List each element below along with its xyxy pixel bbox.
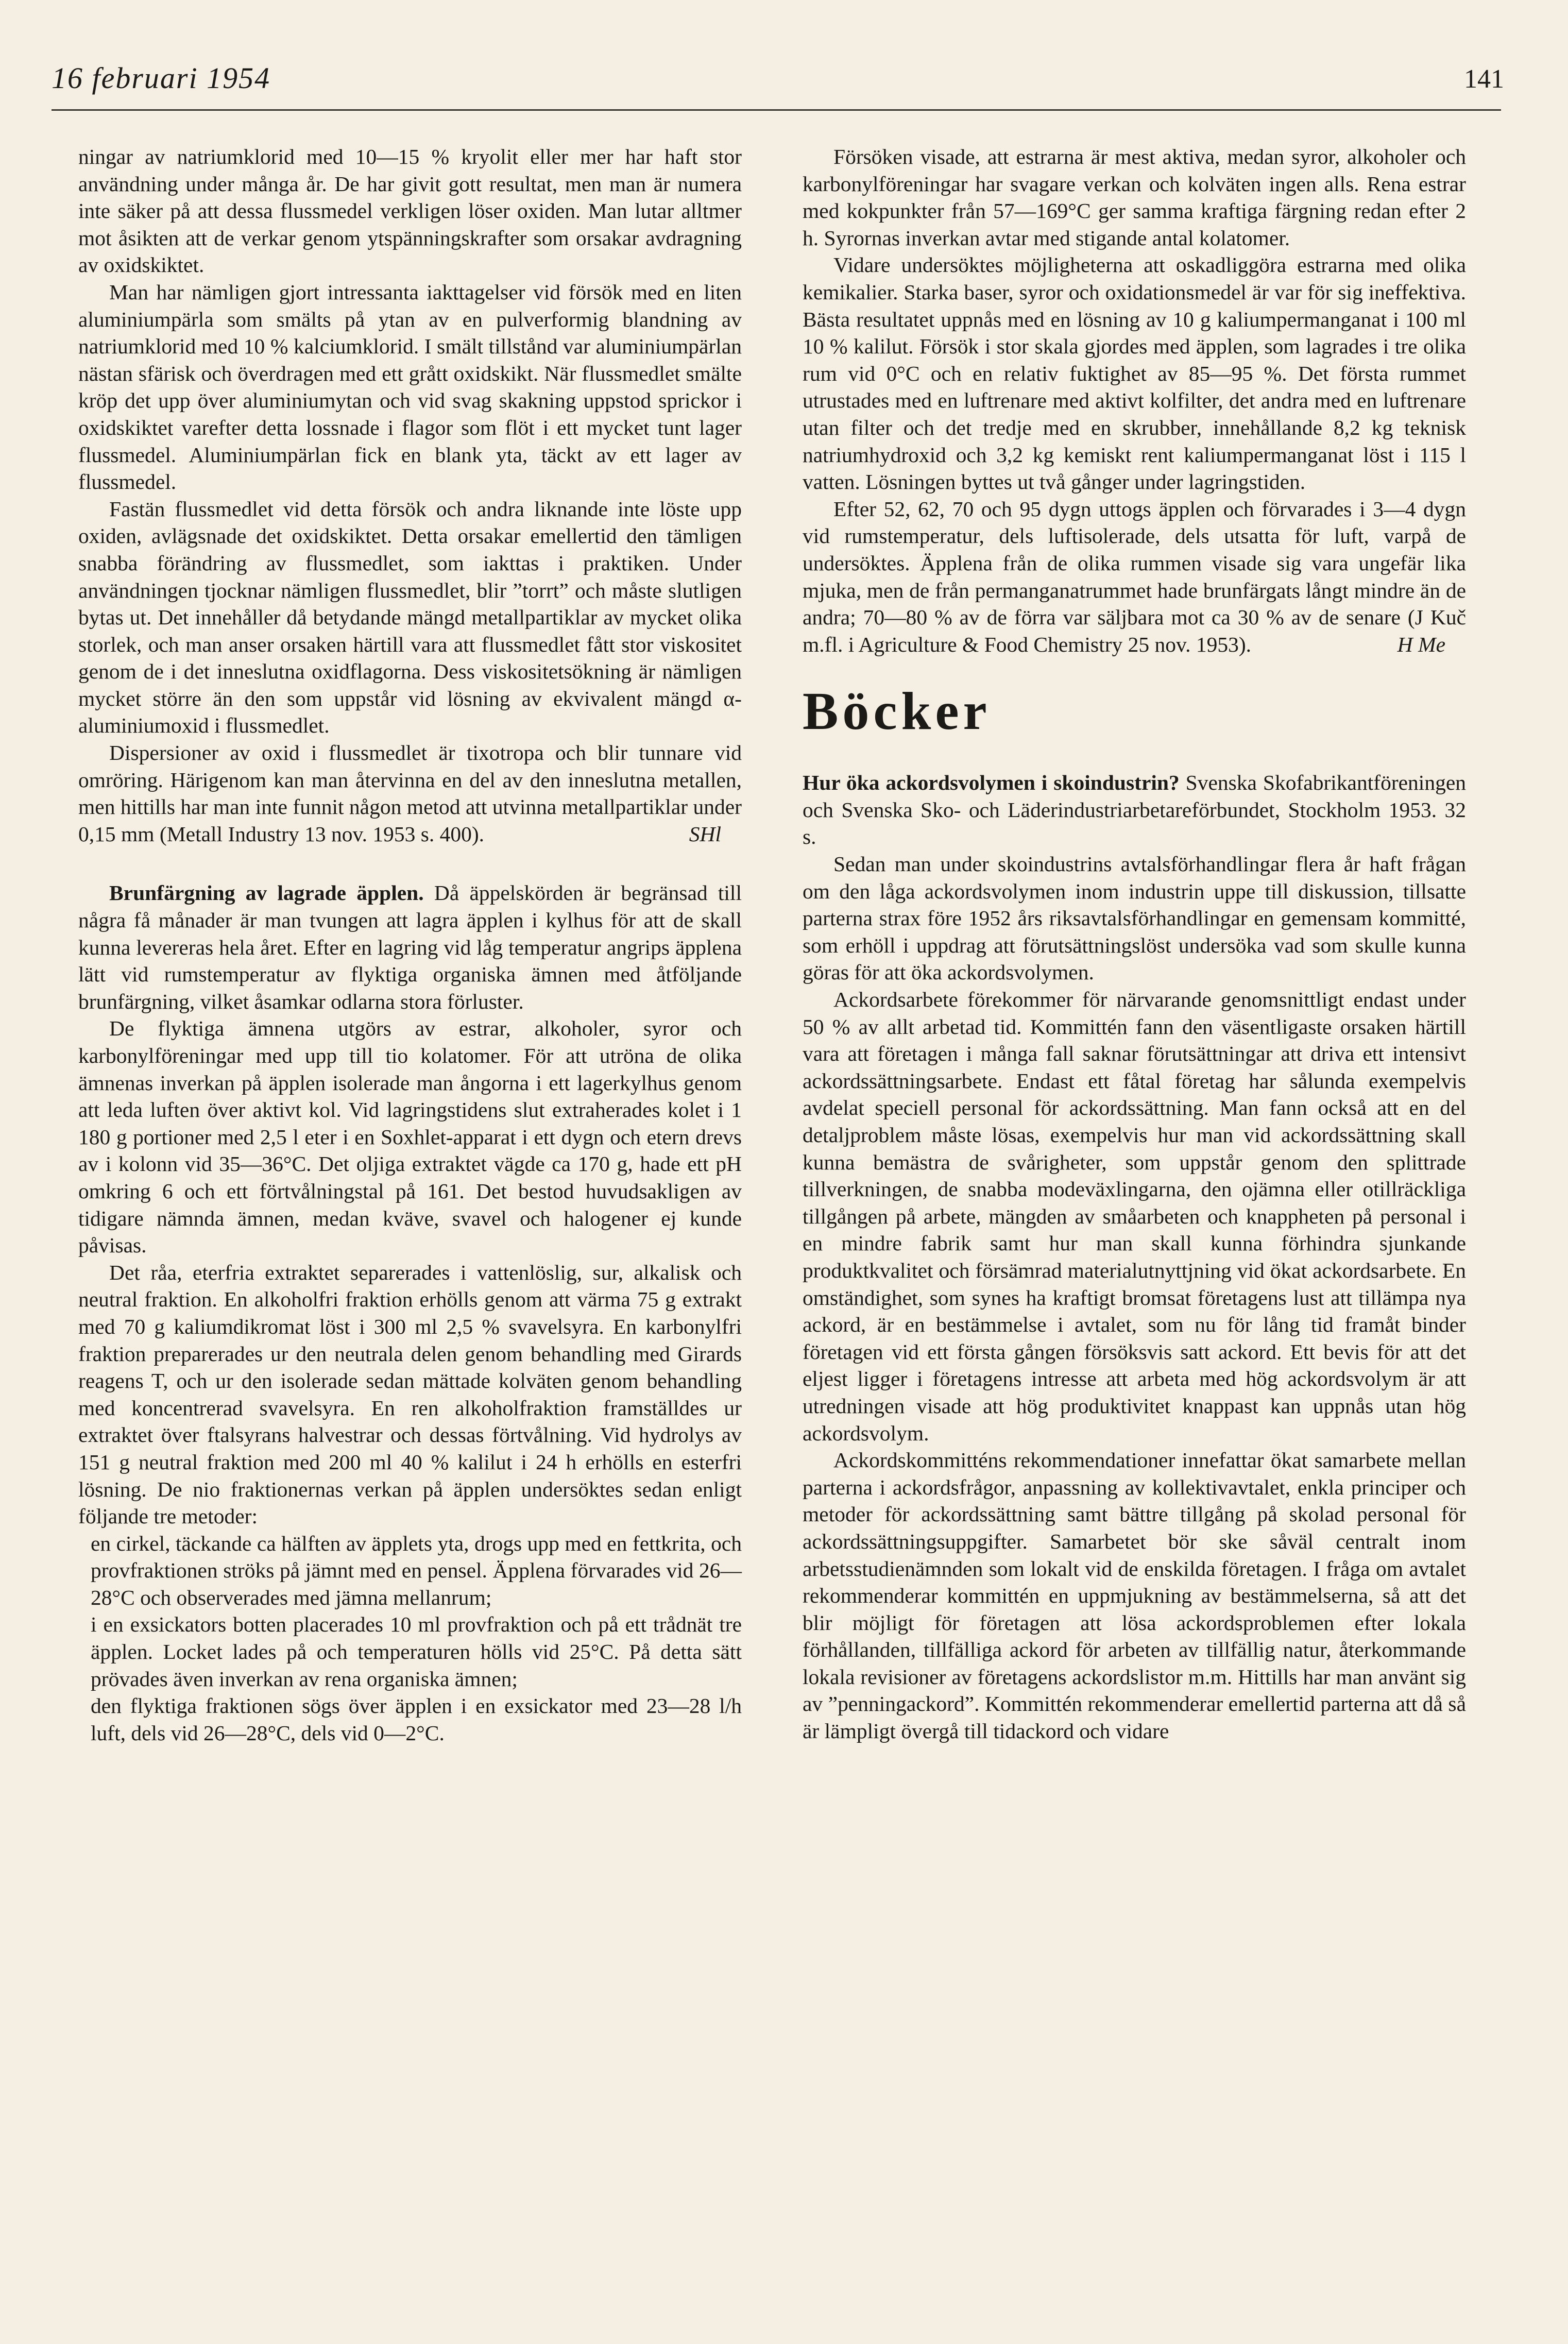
paragraph-volatile-substances: De flyktiga ämnena utgörs av estrar, alkoholer, syror och karbonylföreningar med upp till tio kolatomer. För att utröna de olika ämnenas inverkan på äpplen isolerade man ångorna i ett lagerkylhus genom att leda luften över aktivt kol. Vid lagringstidens slut extraherades kolet i 1 180 g portioner med 2,5 l eter i en Soxhlet-apparat i ett dygn och etern drevs av i kolonn vid 35—36°C. Det oljiga extraktet vägde ca 170 g, hade ett pH omkring 6 och ett förtvålningstal på 161. Det bestod huvudsakligen av tidigare nämnda ämnen, medan kväve, svavel och halogener ej kunde påvisas. [78, 1016, 742, 1258]
left-column [78, 143, 742, 1746]
paragraph-flux-continued: ningar av natriumklorid med 10—15 % kryolit eller mer har haft stor användning under många år. De har givit gott resultat, men man är numera inte säker på att dessa flussmedel verkligen löser oxiden. Man lutar alltmer mot åsikten att de verkar genom ytspänningskrafter som orsakar avdragning av oxidskiktet. [78, 145, 742, 277]
book-title: Hur öka ackordsvolymen i skoindustrin? [803, 771, 1180, 795]
right-column [803, 143, 1466, 1745]
method-item: den flyktiga fraktionen sögs över äpplen i en exsickator med 23—28 l/h luft, dels vid 26—28°C, dels vid 0—2°C. [91, 1694, 742, 1745]
running-header-date: 16 februari 1954 [52, 61, 271, 95]
paragraph-piecework: Ackordsarbete förekommer för närvarande genomsnittligt endast under 50 % av allt arbetad tid. Kommittén fann den väsentligaste orsaken härtill vara att företagen i många fall saknar förutsättningar att driva ett intensivt ackordssättningsarbete. Endast ett fåtal företag har sålunda exempelvis avdelat speciell personal för ackordssättning. Man fann också att en del detaljproblem måste lösas, exempelvis hur man vid ackordssättning skall kunna bemästra de svårigheter, som uppstår genom den splittrade tillverkningen, de snabba modeväxlingarna, den ojämna eller otillräckliga tillgången på arbete, mängden av småarbeten och knappheten på personal i en mindre fabrik samt hur man skall kunna förhindra sjunkande produktkvalitet och försämrad materialutnyttjning vid ökat ackordsarbete. En omständighet, som synes ha kraftigt bromsat företagens lust att tillämpa nya ackord, är en bestämmelse i avtalet, som nu för lång tid framåt binder företagen vid ett första gången försöksvis satt ackord. Ett bevis för att det eljest ligger i företagens intresse att arbeta med hög ackordsvolym är att utredningen visade att hög produktivitet knappast kan uppnås utan hög ackordsvolym. [803, 988, 1466, 1445]
section-title: Böcker [803, 682, 991, 741]
header-rule [52, 109, 1501, 111]
paragraph-chemicals: Vidare undersöktes möjligheterna att oskadliggöra estrarna med olika kemikalier. Starka baser, syror och oxidationsmedel är var för sig ineffektiva. Bästa resultatet uppnås med en lösning av 10 g kaliumpermanganat i 100 ml 10 % kalilut. Försök i stor skala gjordes med äpplen, som lagrades i tre olika rum vid 0°C och en relativ fuktighet av 85—95 %. Det första rummet utrustades med en luftrenare med aktivt kolfilter, det andra med en luftrenare utan filter och det tredje med en skrubber, innehållande 8,2 kg teknisk natriumhydroxid och 3,2 kg kemiskt rent kaliumpermanganat löst i 115 l vatten. Lösningen byttes ut två gånger under lagringstiden. [803, 253, 1466, 494]
paragraph-dispersions [78, 739, 742, 847]
paragraph-committee: Sedan man under skoindustrins avtalsförhandlingar flera år haft frågan om den låga ackordsvolymen inom industrin uppe till diskussion, tillsatte parterna strax före 1952 års riksavtalsförhandlingar en gemensam kommitté, som erhöll i uppdrag att förutsättningslöst undersöka vad som skulle kunna göras för att öka ackordsvolymen. [803, 852, 1466, 984]
paragraph-aluminium-bead: Man har nämligen gjort intressanta iakttagelser vid försök med en liten aluminiumpärla som smälts på ytan av en pulverformig blandning av natriumklorid med 10 % kalciumklorid. I smält tillstånd var aluminiumpärlan nästan sfärisk och överdragen med ett grått oxidskikt. När flussmedlet smälte kröp det upp över aluminiumytan och vid svag skakning uppstod sprickor i oxidskiktet varefter detta lossnade i flagor som flöt i ett mycket tunt lager flussmedel. Aluminiumpärlan fick en blank yta, täckt av ett lager av flussmedel. [78, 280, 742, 494]
paragraph-results: Försöken visade, att estrarna är mest aktiva, medan syror, alkoholer och karbonylföreningar har svagare verkan och kolväten ingen alls. Rena estrar med kokpunkter från 57—169°C ger samma kraftiga färgning redan efter 2 h. Syrornas inverkan avtar med stigande antal kolatomer. [803, 145, 1466, 250]
article-heading: Brunfärgning av lagrade äpplen. [109, 881, 424, 905]
article-intro-text: Då äppelskörden är begränsad till några få månader är man tvungen att lagra äpplen i kylhus för att de skall kunna levereras hela året. Efter en lagring vid låg temperatur angrips äpplena lätt vid rumstemperatur av flyktiga organiska ämnen med åtföljande brunfärgning, vilket åsamkar odlarna stora förluster. [78, 881, 742, 1013]
page-number: 141 [1464, 64, 1504, 94]
paragraph-dispersions-text: Dispersioner av oxid i flussmedlet är tixotropa och blir tunnare vid omröring. Härigenom kan man återvinna en del av den inneslutna metallen, men hittills har man inte funnit någon metod att utvinna metallpartiklar under 0,15 mm (Metall Industry 13 nov. 1953 s. 400). [78, 741, 742, 846]
method-item: i en exsickators botten placerades 10 ml provfraktion och på ett trådnät tre äpplen. Locket lades på och temperaturen hölls vid 25°C. På detta sätt prövades även inverkan av rena organiska ämnen; [91, 1612, 742, 1691]
book-reference [803, 769, 1466, 851]
paragraph-storage-test-text: Efter 52, 62, 70 och 95 dygn uttogs äpplen och förvarades i 3—4 dygn vid rumstemperatur, dels luftisolerade, dels utsatta för luft, varpå de undersöktes. Äpplena från de olika rummen visade sig vara ungefär lika mjuka, men de från permanganatrummet hade brunfärgats långt mindre än de andra; 70—80 % av de förra var säljbara mot ca 30 % av de senare (J Kuč m.fl. i Agriculture & Food Chemistry 25 nov. 1953). [803, 497, 1466, 656]
author-signature: SHl [689, 822, 721, 846]
method-item: en cirkel, täckande ca hälften av äpplets yta, drogs upp med en fettkrita, och provfraktionen ströks på jämnt med en pensel. Äpplena förvarades vid 26—28°C och observerades med jämna mellanrum; [91, 1531, 742, 1609]
paragraph-flux-viscosity: Fastän flussmedlet vid detta försök och andra liknande inte löste upp oxiden, avlägsnade det oxidskiktet. Detta orsakar emellertid den tämligen snabba förändring av flussmedlet, som iakttas i praktiken. Under användningen tjocknar nämligen flussmedlet, blir ”torrt” och måste slutligen bytas ut. Det innehåller då betydande mängd metallpartiklar av mycket olika storlek, och man anser orsaken härtill vara att flussmedlet fått stor viskositet genom de i det inneslutna oxidflagorna. Dess viskositetsökning är nämligen mycket större än den som uppstår vid lösning av ekvivalent mängd α-aluminiumoxid i flussmedlet. [78, 497, 742, 738]
paragraph-storage-test [803, 496, 1466, 658]
paragraph-recommendations: Ackordskommitténs rekommendationer innefattar ökat samarbete mellan parterna i ackordsfrågor, anpassning av kollektivavtalet, enkla principer och metoder för ackordssättning samt bättre tillgång på skolad personal för ackordssättningsuppgifter. Samarbetet bör ske såväl centralt inom arbetsstudienämnden som lokalt vid de enskilda företagen. I fråga om avtalet rekommenderar kommittén en uppmjukning av bestämmelserna, så att det blir möjligt för företagen att lösa ackordsproblemen efter lokala förhållanden, tillfälliga ackord för arbeten av tillfällig natur, återkommande lokala revisioner av företagens ackordslistor m.m. Hittills har man använt sig av ”penningackord”. Kommittén rekommenderar emellertid parterna att då så är lämpligt övergå till tidackord och vidare [803, 1448, 1466, 1743]
author-signature: H Me [1397, 632, 1445, 656]
paragraph-fractions: Det råa, eterfria extraktet separerades i vattenlöslig, sur, alkalisk och neutral fraktion. En alkoholfri fraktion erhölls genom att värma 75 g extrakt med 70 g kaliumdikromat löst i 300 ml 2,5 % svavelsyra. En karbonylfri fraktion preparerades ur den neutrala delen genom behandling med Girards reagens T, och ur den isolerade sedan mättade kolväten genom behandling med koncentrerad svavelsyra. En ren alkoholfraktion framställdes ur extraktet över ftalsyrans halvestrar och dessas förtvålning. Vid hydrolys av 151 g neutral fraktion med 200 ml 40 % kalilut i 24 h erhölls en esterfri lösning. De nio fraktionernas verkan på äpplen undersöktes sedan enligt följande tre metoder: [78, 1260, 742, 1528]
book-publisher: Svenska Skofabrikantföreningen och Svenska Sko- och Läderindustriarbetareförbundet, Stockholm 1953. 32 s. [803, 771, 1467, 849]
article-apple-browning [78, 879, 742, 1015]
